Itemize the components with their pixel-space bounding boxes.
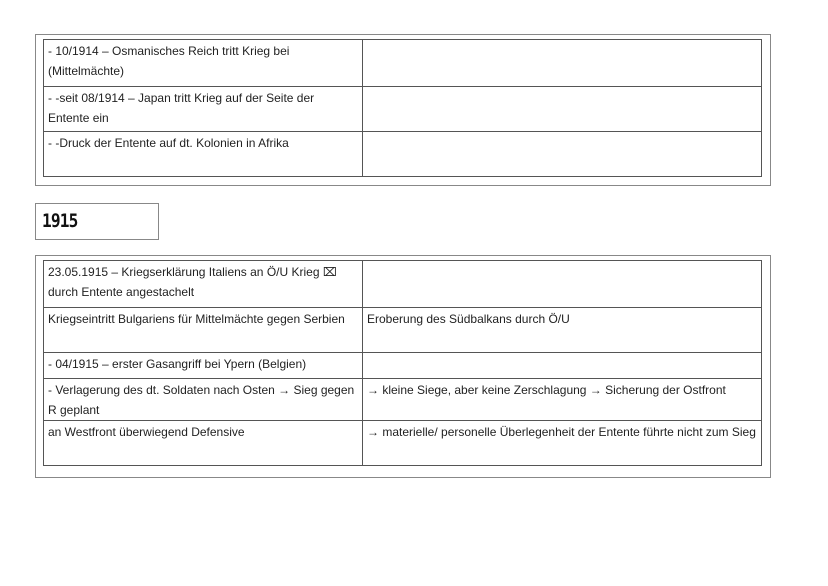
- row-right-cell: → materielle/ personelle Überlegenheit der Entente führte nicht zum Sieg: [363, 421, 762, 466]
- row-right-cell: [363, 261, 762, 308]
- year-heading-box: [35, 203, 159, 240]
- row-right-cell: [363, 132, 762, 177]
- row-left-cell: - -seit 08/1914 – Japan tritt Krieg auf der Seite der Entente ein: [44, 87, 363, 132]
- table-row: [44, 421, 762, 466]
- row-right-cell: Eroberung des Südbalkans durch Ö/U: [363, 308, 762, 353]
- row-left-cell: - 10/1914 – Osmanisches Reich tritt Krieg bei (Mittelmächte): [44, 40, 363, 87]
- row-left-cell: Kriegseintritt Bulgariens für Mittelmächte gegen Serbien: [44, 308, 363, 353]
- row-left-cell: an Westfront überwiegend Defensive: [44, 421, 363, 466]
- table-row: [44, 40, 762, 87]
- row-right-cell: [363, 353, 762, 379]
- row-right-cell: [363, 87, 762, 132]
- row-left-cell: - Verlagerung des dt. Soldaten nach Osten → Sieg gegen R geplant: [44, 379, 363, 421]
- table-row: [44, 261, 762, 308]
- table-row: [44, 379, 762, 421]
- section-2-table: [43, 260, 762, 466]
- year-heading: 1915: [42, 210, 78, 232]
- row-right-cell: [363, 40, 762, 87]
- row-right-cell: → kleine Siege, aber keine Zerschlagung → Sicherung der Ostfront: [363, 379, 762, 421]
- row-left-cell: 23.05.1915 – Kriegserklärung Italiens an Ö/U Krieg ⌧ durch Entente angestachelt: [44, 261, 363, 308]
- section-1-table: [43, 39, 762, 177]
- row-left-cell: - -Druck der Entente auf dt. Kolonien in Afrika: [44, 132, 363, 177]
- row-left-cell: - 04/1915 – erster Gasangriff bei Ypern (Belgien): [44, 353, 363, 379]
- table-row: [44, 308, 762, 353]
- table-row: [44, 132, 762, 177]
- table-row: [44, 87, 762, 132]
- table-row: [44, 353, 762, 379]
